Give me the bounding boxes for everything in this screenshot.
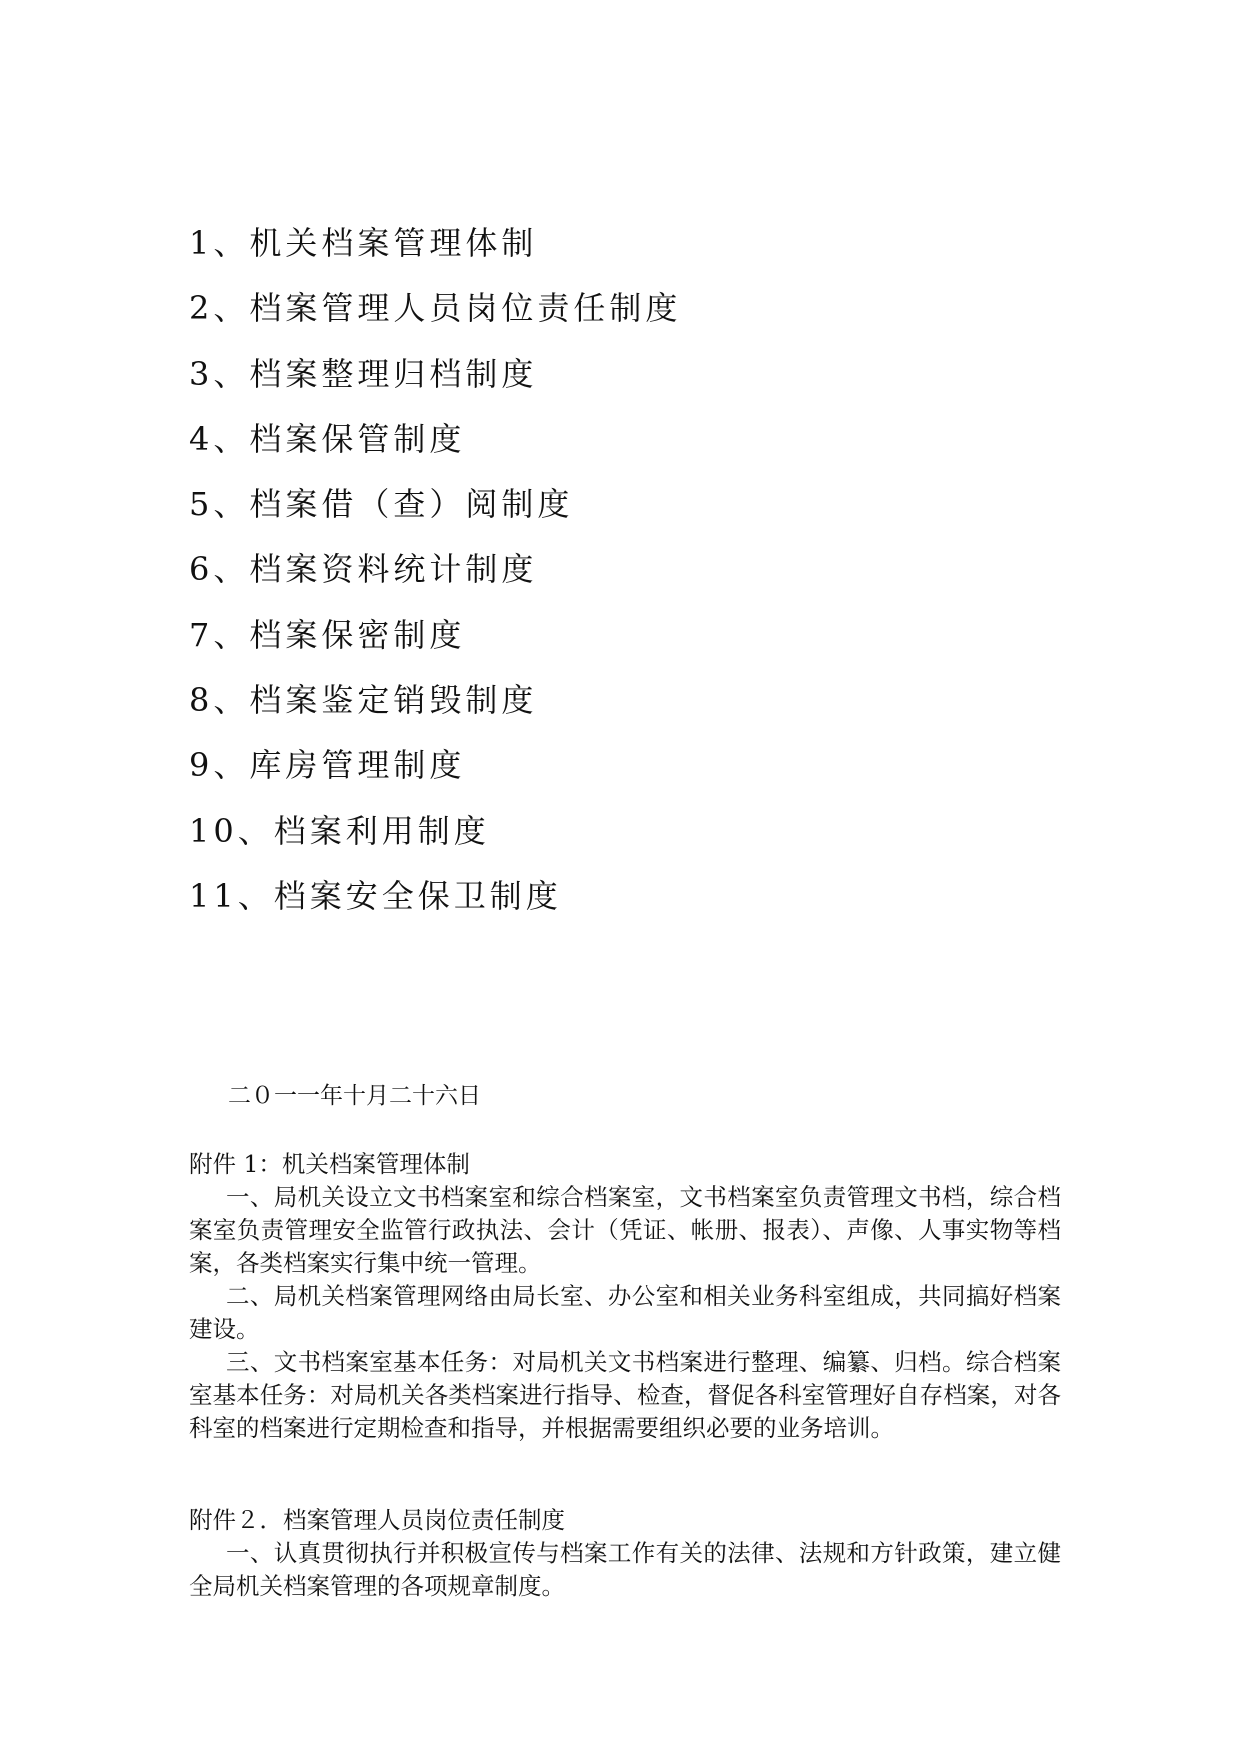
attachment-2-title: 附件２．档案管理人员岗位责任制度 [189,1506,565,1534]
toc-item: 8、档案鉴定销毁制度 [189,681,538,720]
toc-item: 4、档案保管制度 [189,419,466,458]
toc-item: 1、机关档案管理体制 [189,224,538,262]
paragraph: 一、认真贯彻执行并积极宣传与档案工作有关的法律、法规和方针政策，建立健全局机关档案管理的各项规章制度。 [189,1539,1061,1600]
toc-item: 11、档案安全保卫制度 [189,876,562,915]
toc-item: 2、档案管理人员岗位责任制度 [189,289,682,328]
paragraph: 一、局机关设立文书档案室和综合档案室，文书档案室负责管理文书档，综合档案室负责管理安全监管行政执法、会计（凭证、帐册、报表）、声像、人事实物等档案，各类档案实行集中统一管理。 [189,1183,1061,1277]
toc-item: 6、档案资料统计制度 [189,550,538,589]
paragraph: 三、文书档案室基本任务：对局机关文书档案进行整理、编纂、归档。综合档案室基本任务：对局机关各类档案进行指导、检查，督促各科室管理好自存档案，对各科室的档案进行定期检查和指导，并根据需要组织必要的业务培训。 [189,1348,1061,1442]
toc-item: 10、档案利用制度 [189,811,490,850]
attachment-2-section [189,1504,1061,1603]
toc-item: 9、库房管理制度 [189,746,466,785]
toc-item: 7、档案保密制度 [189,615,466,654]
document-date: 二０一一年十月二十六日 [228,1083,481,1109]
toc-item: 3、档案整理归档制度 [189,354,538,393]
toc-list [189,218,681,936]
attachment-1-section [189,1148,1061,1445]
paragraph: 二、局机关档案管理网络由局长室、办公室和相关业务科室组成，共同搞好档案建设。 [189,1282,1061,1343]
toc-item: 5、档案借（查）阅制度 [189,485,574,524]
attachment-1-title: 附件 1：机关档案管理体制 [189,1150,470,1178]
